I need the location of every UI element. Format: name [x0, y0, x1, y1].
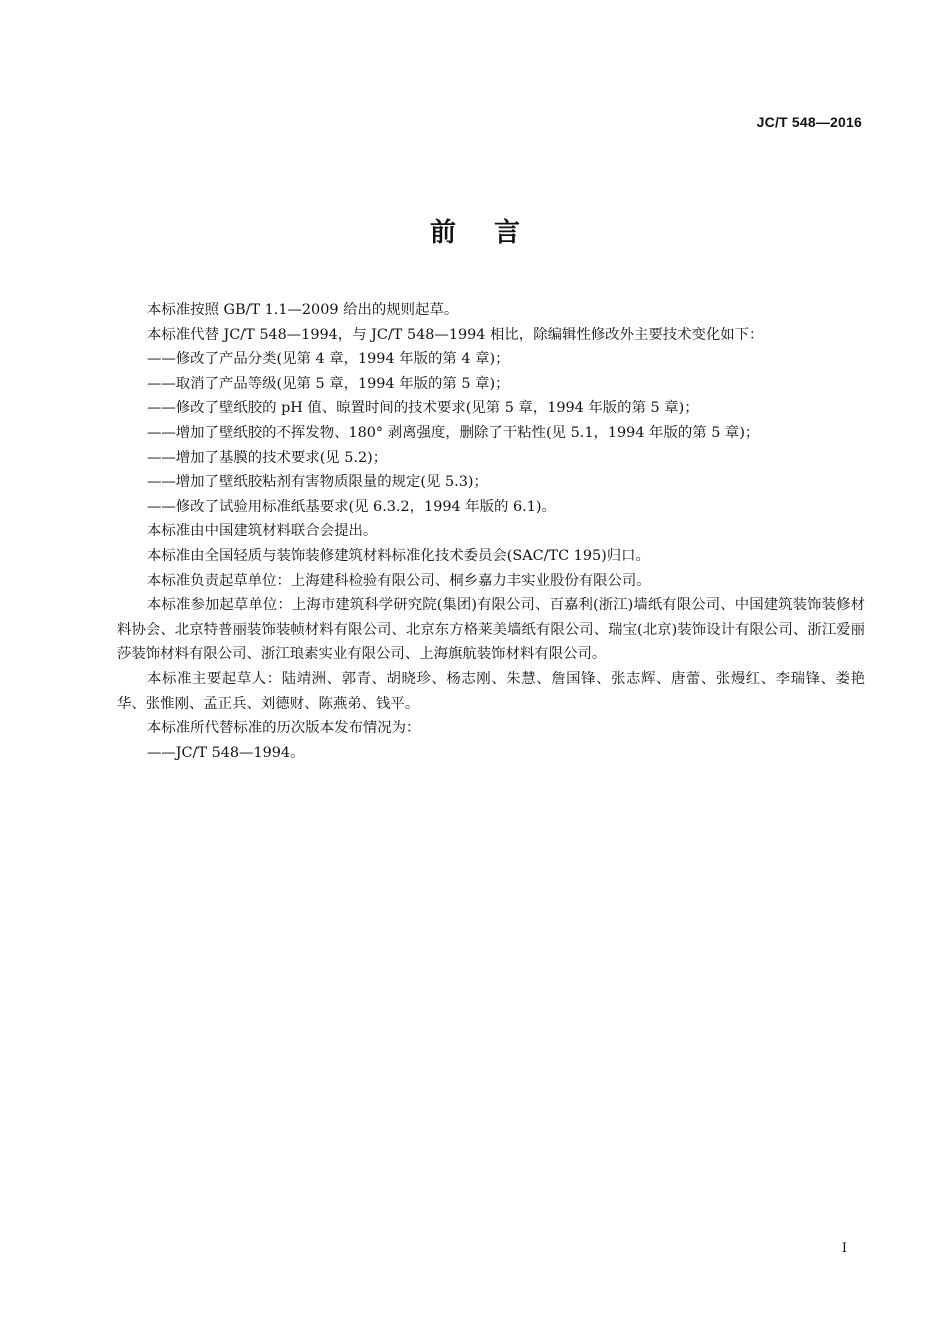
change-item: ——增加了壁纸胶粘剂有害物质限量的规定(见 5.3)； — [147, 474, 488, 491]
paragraph: 本标准代替 JC/T 548—1994，与 JC/T 548—1994 相比，除编辑性修改外主要技术变化如下： — [147, 326, 764, 343]
paragraph: 本标准主要起草人：陆靖洲、郭青、胡晓珍、杨志刚、朱慧、詹国锋、张志辉、唐蕾、张熳红、李瑞锋、娄艳华、张惟刚、孟正兵、刘德财、陈燕弟、钱平。 — [117, 670, 865, 712]
change-item: ——取消了产品等级(见第 5 章，1994 年版的第 5 章)； — [147, 375, 510, 392]
paragraph: 本标准所代替标准的历次版本发布情况为： — [147, 720, 421, 737]
page-title: 前言 — [429, 218, 558, 248]
page-number: I — [841, 1241, 847, 1256]
change-item: ——修改了试验用标准纸基要求(见 6.3.2，1994 年版的 6.1)。 — [147, 498, 556, 515]
paragraph: 本标准按照 GB/T 1.1—2009 给出的规则起草。 — [147, 302, 459, 318]
change-item: ——修改了壁纸胶的 pH 值、晾置时间的技术要求(见第 5 章，1994 年版的第 5 章)； — [147, 400, 699, 417]
paragraph: 本标准参加起草单位：上海市建筑科学研究院(集团)有限公司、百嘉利(浙江)墙纸有限公司、中国建筑装饰装修材料协会、北京特普丽装饰装帧材料有限公司、北京东方格莱美墙纸有限公司、瑞宝(北京)装饰设计有限公司、浙江爱丽莎装饰材料有限公司、浙江琅素实业有限公司、上海旗航装饰材料有限公司。 — [117, 597, 865, 663]
paragraph: 本标准由全国轻质与装饰装修建筑材料标准化技术委员会(SAC/TC 195)归口。 — [147, 547, 650, 564]
change-item: ——增加了基膜的技术要求(见 5.2)； — [147, 449, 388, 466]
change-item: ——增加了壁纸胶的不挥发物、180° 剥离强度，删除了干粘性(见 5.1，1994 年版的第 5 章)； — [147, 424, 760, 441]
change-item: ——修改了产品分类(见第 4 章，1994 年版的第 4 章)； — [147, 351, 510, 368]
foreword-body — [117, 298, 865, 765]
history-item: ——JC/T 548—1994。 — [147, 744, 305, 761]
paragraph: 本标准由中国建筑材料联合会提出。 — [147, 523, 378, 540]
paragraph: 本标准负责起草单位：上海建科检验有限公司、桐乡嘉力丰实业股份有限公司。 — [147, 572, 651, 589]
standard-code: JC/T 548—2016 — [756, 114, 862, 130]
